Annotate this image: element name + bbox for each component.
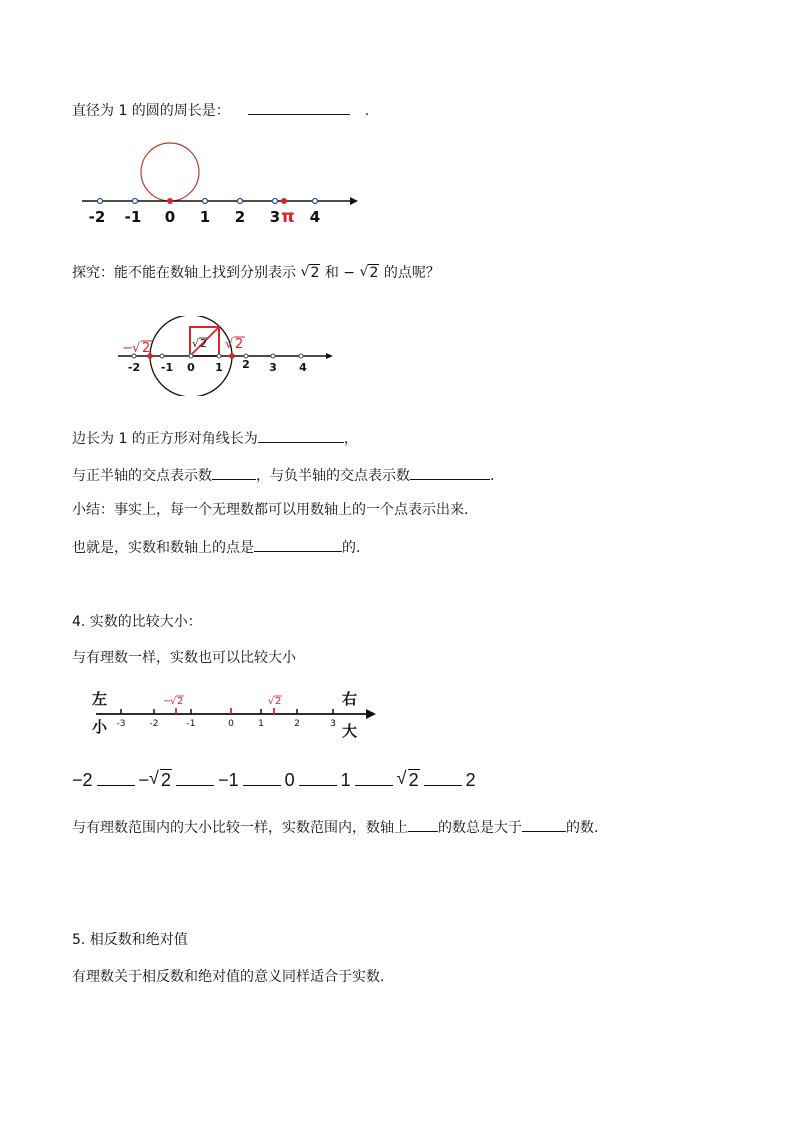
- radical-sign-icon: √: [132, 341, 141, 356]
- large-label: 大: [342, 722, 358, 740]
- tick-label: 2: [294, 719, 300, 729]
- small-label: 小: [92, 718, 108, 736]
- compare-blank[interactable]: [243, 771, 281, 786]
- radical-sign-icon: √: [192, 337, 200, 350]
- tick-dot: [189, 354, 193, 358]
- intersection-question: [72, 465, 494, 486]
- pi-marker: [281, 198, 287, 204]
- tick-label: -2: [88, 208, 106, 226]
- tick-label: 1: [258, 719, 264, 729]
- question-text: 边长为 1 的正方形对角线长为: [72, 431, 258, 447]
- axis-arrow: [326, 353, 333, 359]
- tick-label: 4: [299, 361, 307, 374]
- radical-sign-icon: √: [359, 264, 369, 280]
- tick-label: -3: [116, 719, 126, 729]
- circle-number-line-diagram: [80, 138, 370, 228]
- circumference-question: [72, 100, 369, 121]
- question-text: 的数总是大于: [438, 820, 522, 836]
- tick-label: -2: [149, 719, 159, 729]
- explore-question: [72, 263, 440, 283]
- radicand: 2: [408, 770, 419, 790]
- answer-blank[interactable]: [254, 537, 342, 552]
- radical-sign-icon: √: [149, 768, 159, 788]
- left-label: 左: [92, 690, 108, 708]
- answer-blank[interactable]: [212, 465, 256, 480]
- value-two: 2: [465, 770, 476, 790]
- question-text: 与有理数范围内的大小比较一样，实数范围内，数轴上: [72, 820, 408, 836]
- unit-circle: [141, 143, 199, 201]
- tick-label: -1: [160, 361, 174, 374]
- value-neg-one: −1: [218, 770, 239, 790]
- neg-sign: −: [122, 341, 133, 356]
- tick-label: -1: [124, 208, 142, 226]
- compare-blank[interactable]: [299, 771, 337, 786]
- radicand: 2: [200, 337, 207, 350]
- pos-root-marker: [229, 353, 235, 359]
- tick-label: 1: [215, 361, 223, 374]
- answer-blank[interactable]: [258, 428, 344, 443]
- tick-label: 1: [199, 208, 211, 226]
- explore-suffix: 的点呢？: [383, 265, 440, 281]
- compare-rule: [72, 817, 598, 838]
- section-5-line: 有理数关于相反数和绝对值的意义同样适合于实数.: [72, 969, 385, 985]
- tick-label: 2: [234, 208, 246, 226]
- tick-dot: [203, 199, 208, 204]
- square-diagonal-diagram: [112, 316, 342, 396]
- radical-sign-icon: √: [300, 264, 310, 280]
- compare-blank[interactable]: [424, 771, 462, 786]
- tick-dot: [98, 199, 103, 204]
- comma: ，: [343, 431, 358, 447]
- origin-marker: [167, 198, 173, 204]
- value-one: 1: [340, 770, 351, 790]
- tick-dot: [160, 354, 164, 358]
- question-text: 直径为 1 的圆的周长是：: [72, 103, 230, 119]
- sqrt-two: [149, 770, 172, 791]
- tick-dot: [238, 199, 243, 204]
- radicand: 2: [161, 770, 172, 790]
- right-label: 右: [342, 690, 358, 708]
- answer-blank[interactable]: [408, 817, 438, 832]
- compare-blank[interactable]: [176, 771, 214, 786]
- answer-blank[interactable]: [522, 817, 566, 832]
- pi-label: π: [281, 207, 295, 227]
- compare-number-line-diagram: [90, 688, 390, 740]
- period: .: [490, 468, 495, 484]
- radical-sign-icon: √: [170, 696, 177, 707]
- sqrt-two: [300, 263, 320, 283]
- radical-sign-icon: √: [225, 337, 234, 352]
- compare-blank[interactable]: [97, 771, 135, 786]
- explore-text: 探究：能不能在数轴上找到分别表示: [72, 265, 296, 281]
- tick-label: 0: [228, 719, 234, 729]
- neg-sign: −: [138, 770, 150, 790]
- tick-label: 3: [269, 208, 281, 226]
- question-text: 也就是，实数和数轴上的点是: [72, 540, 254, 556]
- tick-label: 3: [330, 719, 336, 729]
- section-4-line: 与有理数一样，实数也可以比较大小: [72, 650, 296, 666]
- radicand: 2: [310, 265, 320, 281]
- tick-label: 2: [242, 358, 250, 371]
- and-text: 和: [324, 265, 339, 281]
- minus-sign: −: [343, 265, 356, 281]
- tick-label: -1: [186, 719, 196, 729]
- tick-label: -2: [127, 361, 141, 374]
- section-4-title: 4. 实数的比较大小：: [72, 614, 202, 630]
- period: .: [364, 103, 370, 119]
- radicand: 2: [142, 341, 151, 356]
- axis-arrow: [350, 197, 358, 205]
- radicand: 2: [369, 265, 379, 281]
- radicand: 2: [275, 696, 282, 707]
- tick-label: 0: [187, 361, 195, 374]
- sqrt-two: [359, 263, 379, 283]
- question-text: 与正半轴的交点表示数: [72, 468, 212, 484]
- radicand: 2: [177, 696, 184, 707]
- question-text: ，与负半轴的交点表示数: [256, 468, 410, 484]
- suffix-text: 的数.: [566, 820, 599, 836]
- tick-dot: [273, 199, 278, 204]
- tick-dot: [299, 354, 303, 358]
- tick-label: 0: [164, 208, 176, 226]
- answer-blank[interactable]: [410, 465, 490, 480]
- radicand: 2: [235, 337, 244, 352]
- tick-dot: [271, 354, 275, 358]
- summary-line: 小结：事实上，每一个无理数都可以用数轴上的一个点表示出来.: [72, 502, 469, 518]
- answer-blank[interactable]: [248, 100, 350, 115]
- diagonal-question: [72, 428, 358, 449]
- value-zero: 0: [284, 770, 295, 790]
- radical-sign-icon: √: [396, 768, 407, 788]
- section-5-title: 5. 相反数和绝对值: [72, 932, 188, 948]
- axis-arrow: [366, 709, 376, 719]
- suffix-text: 的.: [342, 540, 361, 556]
- compare-blank[interactable]: [355, 771, 393, 786]
- tick-label: 4: [309, 208, 321, 226]
- value-neg-two: −2: [72, 770, 93, 790]
- tick-dot: [217, 354, 221, 358]
- correspondence-line: [72, 537, 360, 558]
- sqrt-two: [397, 770, 420, 791]
- tick-dot: [133, 199, 138, 204]
- tick-dot: [313, 199, 318, 204]
- comparison-row: [72, 770, 476, 791]
- neg-sign: −: [163, 696, 172, 707]
- radical-sign-icon: √: [268, 696, 275, 707]
- tick-label: 3: [269, 361, 277, 374]
